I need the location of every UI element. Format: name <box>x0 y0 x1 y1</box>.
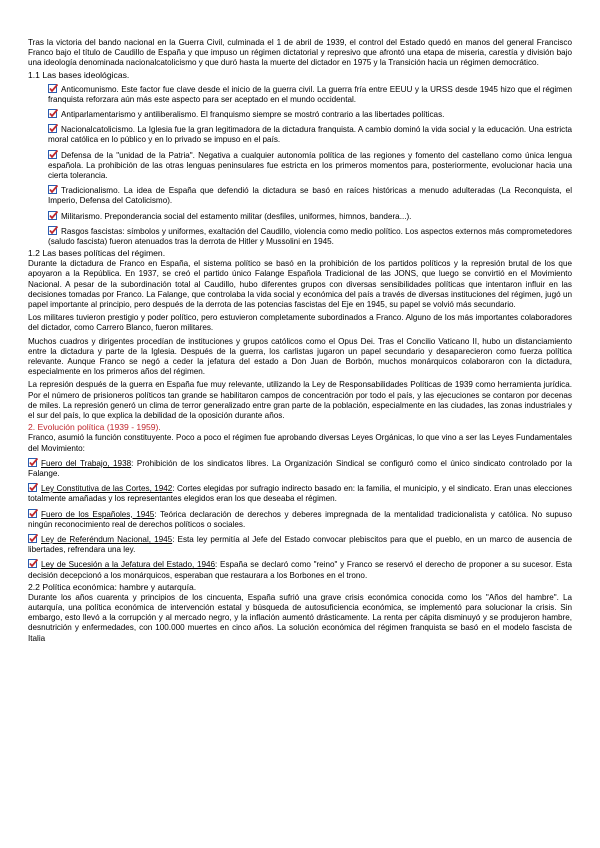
list-item <box>28 226 572 247</box>
paragraph: Los militares tuvieron prestigio y poder político, pero estuvieron completamente subordinados a Franco. Alguno de los más importantes colaboradores del dictador, como Carrero Blanco, fueron militares. <box>28 313 572 333</box>
checkbox-icon <box>48 150 57 159</box>
checkbox-icon <box>48 226 57 235</box>
law-text: : Cortes elegidas por sufragio indirecto basado en: la familia, el municipio, y el sindicato. Eran unas elecciones totalmente amañadas y los representantes elegidos eran los que deseaba el régimen. <box>28 484 572 504</box>
list-item <box>28 483 572 504</box>
heading-bases-ideologicas: 1.1 Las bases ideológicas. <box>28 69 130 80</box>
list-item-text: Militarismo. Preponderancia social del estamento militar (desfiles, uniformes, himnos, bandera...). <box>61 211 412 221</box>
law-title: Ley de Sucesión a la Jefatura del Estado, 1946 <box>41 560 216 570</box>
checkbox-icon <box>28 559 37 568</box>
list-item-text: Anticomunismo. Este factor fue clave desde el inicio de la guerra civil. La guerra fría entre EEUU y la URSS desde 1945 hizo que el régimen franquista reforzara aún más este aspecto para ser aceptado en el mundo occidental. <box>48 84 572 104</box>
list-item <box>28 109 572 120</box>
checkbox-icon <box>48 211 57 220</box>
list-item <box>28 559 572 580</box>
list-item-text: Antiparlamentarismo y antiliberalismo. El franquismo siempre se mostró contrario a las libertades políticas. <box>61 110 445 120</box>
law-text: : Teórica declaración de derechos y deberes impregnada de la mentalidad tradicionalista y católica. No supuso ningún reconocimiento real de derechos políticos o sociales. <box>28 509 572 529</box>
list-item <box>28 458 572 479</box>
checkbox-icon <box>48 109 57 118</box>
paragraph: Durante la dictadura de Franco en España, el sistema político se basó en la prohibición de los partidos políticos y la represión brutal de los que apoyaron a la República. En 1937, se creó el partido único Falange Española Tradicional de las JONS, que luego se convirtió en el Movimiento Nacional. A pesar de la subordinación total al Caudillo, hubo diferentes grupos con diversas sensibilidades políticas que intentaron influir en las decisiones tomadas por Franco. La Falange, que controlaba la vida social y económica del país a través de diversas instituciones del régimen, jugó un papel importante al principio, pero después de la derrota de las potencias fascistas del Eje en 1945, su papel se volvió más secundario. <box>28 259 572 310</box>
checkbox-icon <box>48 84 57 93</box>
list-item <box>28 150 572 182</box>
checkbox-icon <box>48 185 57 194</box>
list-item-text: Tradicionalismo. La idea de España que defendió la dictadura se basó en raíces históricas a menudo adulteradas (La Reconquista, el Imperio, Defensa del Catolicismo). <box>48 186 572 206</box>
intro-paragraph: Tras la victoria del bando nacional en la Guerra Civil, culminada el 1 de abril de 1939, el control del Estado quedó en manos del general Francisco Franco bajo el título de Caudillo de España y que impuso un régimen dictatorial y represivo que afrontó una etapa de miseria, carestía y división bajo una ideología denominada nacionalcatolicismo y que duró hasta la muerte del dictador en 1975 y la Transición hacia un régimen democrático. <box>28 38 572 68</box>
paragraph: La represión después de la guerra en España fue muy relevante, utilizando la Ley de Responsabilidades Políticas de 1939 como herramienta jurídica. Por el número de prisioneros políticos tan grande se habilitaron campos de concentración por todo el país, y las ejecuciones se contaron por decenas de miles. La represión generó un clima de terror generalizado entre gran parte de la población, especialmente en las ciudades, las zonas industriales y el sur del país, lo que explica la debilidad de la oposición durante años. <box>28 380 572 421</box>
list-item <box>28 124 572 145</box>
law-text: : España se declaró como "reino" y Franco se reservó el derecho de proponer a su sucesor. Esta decisión decepcionó a los monárquicos, esperaban que restaurara a los Borbones en el trono. <box>28 560 573 580</box>
checkbox-icon <box>28 509 37 518</box>
list-item <box>28 509 572 530</box>
heading-politica-economica: 2.2 Política económica: hambre y autarquía. <box>28 581 197 592</box>
list-item <box>28 211 572 222</box>
paragraph: Muchos cuadros y dirigentes procedían de instituciones y grupos católicos como el Opus Dei. Tras el Concilio Vaticano II, hubo un distanciamiento entre la dictadura y parte de la Iglesia. Después de la guerra, los carlistas jugaron un papel secundario y desaparecieron como fuerza política relevante. Aunque Franco se negó a ceder la jefatura del estado a Don Juan de Borbón, muchos monárquicos colaboraron con la dictadura, especialmente en los primeros años del régimen. <box>28 336 572 377</box>
list-item-text: Rasgos fascistas: símbolos y uniformes, exaltación del Caudillo, violencia como medio político. Los aspectos externos más comprometedores (saludo fascista) fueron atenuados tras la derrota de Hitler y Mussolini en 1945. <box>48 226 572 247</box>
list-item-text: Defensa de la "unidad de la Patria". Negativa a cualquier autonomía política de las regiones y fomento del castellano como única lengua española. La prohibición de las otras lenguas peninsulares fue estricta en los primeros momentos para, posteriormente, evolucionar hacia una cierta tolerancia. <box>48 150 572 181</box>
paragraph: Durante los años cuarenta y principios de los cincuenta, España sufrió una grave crisis económica conocida como los "Años del hambre". La autarquía, una política económica de intervención estatal y búsqueda de autosuficiencia económica, se implementó para solucionar la crisis. Sin embargo, esto llevó a la corrupción y al mercado negro, y la inflación aumentó drásticamente. La renta per cápita disminuyó y se produjeron hambre, desnutrición y enfermedades, con 100.000 muertes en cinco años. La solución económica del régimen franquista se basó en el modelo fascista de Italia <box>28 592 572 643</box>
law-title: Ley Constitutiva de las Cortes, 1942 <box>41 484 173 494</box>
law-title: Ley de Referéndum Nacional, 1945 <box>41 534 173 544</box>
list-item <box>28 185 572 206</box>
list-item <box>28 534 572 555</box>
law-title: Fuero de los Españoles, 1945 <box>41 509 155 519</box>
list-item <box>28 84 572 105</box>
law-title: Fuero del Trabajo, 1938 <box>41 458 132 468</box>
checkbox-icon <box>28 483 37 492</box>
list-item-text: Nacionalcatolicismo. La Iglesia fue la gran legitimadora de la dictadura franquista. A cambio dominó la vida social y la educación. Una estricta moral católica en lo público y en lo privado se impuso en el país. <box>48 125 572 145</box>
heading-bases-politicas: 1.2 Las bases políticas del régimen. <box>28 248 166 259</box>
heading-evolucion-politica: 2. Evolución política (1939 - 1959). <box>28 422 161 433</box>
law-text: : Prohibición de los sindicatos libres. La Organización Sindical se configuró como el único sindicato controlado por la Falange. <box>28 458 572 478</box>
paragraph: Franco, asumió la función constituyente. Poco a poco el régimen fue aprobando diversas Leyes Orgánicas, lo que vino a ser las Leyes Fundamentales del Movimiento: <box>28 433 572 453</box>
checkbox-icon <box>28 534 37 543</box>
checkbox-icon <box>28 458 37 467</box>
checkbox-icon <box>48 124 57 133</box>
law-text: : Esta ley permitía al Jefe del Estado convocar plebiscitos para que el pueblo, en un marco de ausencia de libertades, refrendara una ley. <box>28 534 572 555</box>
